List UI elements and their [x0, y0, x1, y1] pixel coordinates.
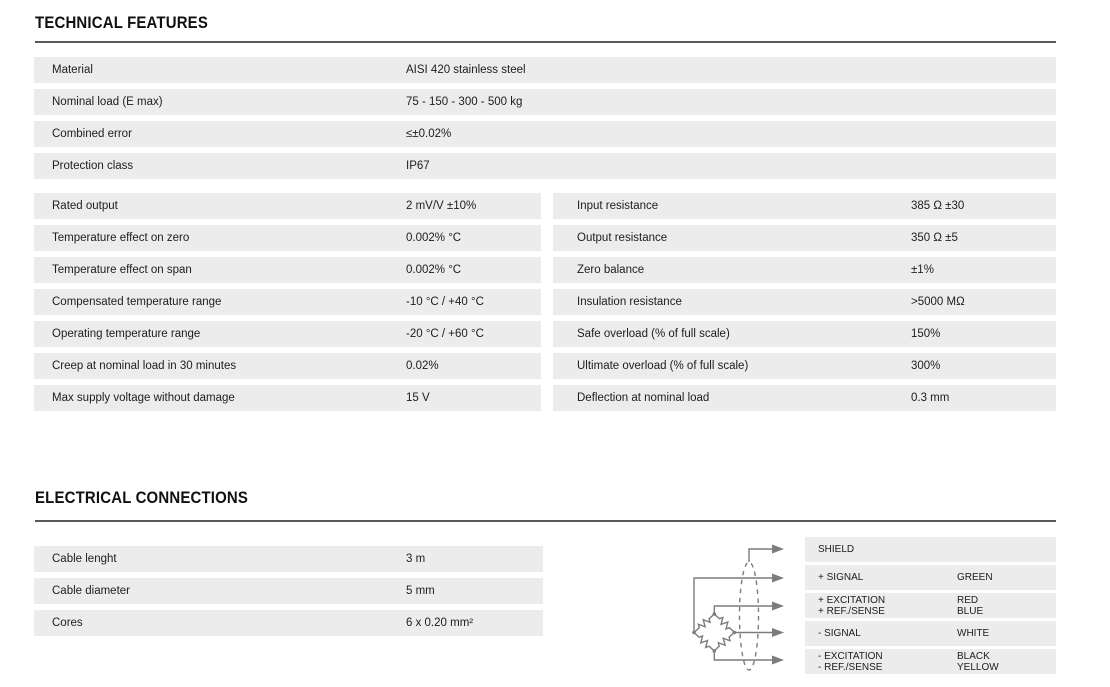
spec-label: Combined error	[52, 128, 132, 140]
spec-label: Temperature effect on span	[52, 264, 192, 276]
section-divider	[35, 520, 1056, 522]
spec-label: Max supply voltage without damage	[52, 392, 235, 404]
table-row	[34, 610, 543, 636]
spec-cell	[34, 321, 541, 347]
spec-label: Input resistance	[577, 200, 659, 212]
spec-cell	[34, 353, 541, 379]
general-specs-table	[34, 57, 1056, 185]
spec-value: -20 °C / +60 °C	[406, 328, 484, 340]
spec-label: Compensated temperature range	[52, 296, 222, 308]
spec-value: 385 Ω ±30	[911, 200, 965, 212]
table-row	[34, 385, 1056, 411]
spec-label: Zero balance	[577, 264, 645, 276]
spec-cell	[34, 385, 541, 411]
spec-cell	[34, 225, 541, 251]
spec-label: Creep at nominal load in 30 minutes	[52, 360, 237, 372]
spec-cell	[553, 385, 1056, 411]
plus-excitation-wire	[714, 606, 773, 614]
spec-label: Operating temperature range	[52, 328, 201, 340]
wiring-row	[805, 621, 1056, 646]
wire-color: WHITE	[957, 628, 990, 639]
table-row	[34, 121, 1056, 147]
spec-value: AISI 420 stainless steel	[406, 64, 526, 76]
section-divider	[35, 41, 1056, 43]
cable-specs-table	[34, 546, 543, 642]
table-row	[34, 89, 1056, 115]
detailed-specs-table	[34, 193, 1056, 417]
spec-value: 150%	[911, 328, 941, 340]
table-row	[34, 57, 1056, 83]
spec-value: 5 mm	[406, 585, 435, 597]
wiring-row	[805, 593, 1056, 618]
spec-label: Cores	[52, 617, 83, 629]
spec-cell	[553, 193, 1056, 219]
spec-value: IP67	[406, 160, 430, 172]
wiring-row	[805, 537, 1056, 562]
wire-function: SHIELD	[818, 544, 855, 555]
table-row	[34, 321, 1056, 347]
arrow-icon	[772, 545, 784, 554]
spec-label: Insulation resistance	[577, 296, 682, 308]
spec-value: 0.02%	[406, 360, 439, 372]
table-row	[34, 257, 1056, 283]
table-row	[34, 546, 543, 572]
spec-cell	[553, 353, 1056, 379]
plus-signal-wire	[694, 578, 773, 633]
spec-label: Deflection at nominal load	[577, 392, 710, 404]
wire-function: - EXCITATION - REF./SENSE	[818, 650, 883, 673]
junction-dot	[692, 631, 696, 635]
spec-label: Safe overload (% of full scale)	[577, 328, 730, 340]
spec-value: ±1%	[911, 264, 934, 276]
spec-value: 0.002% °C	[406, 264, 462, 276]
spec-cell	[553, 225, 1056, 251]
arrow-icon	[772, 656, 784, 665]
shield-wire	[749, 549, 773, 562]
spec-cell	[34, 289, 541, 315]
spec-value: 2 mV/V ±10%	[406, 200, 477, 212]
wire-function: + SIGNAL	[818, 572, 864, 583]
spec-value: 300%	[911, 360, 941, 372]
table-row	[34, 353, 1056, 379]
junction-dot	[713, 612, 717, 616]
spec-cell	[34, 257, 541, 283]
spec-value: 6 x 0.20 mm²	[406, 617, 474, 629]
table-row	[34, 193, 1056, 219]
spec-value: >5000 MΩ	[911, 296, 965, 308]
table-row	[34, 289, 1056, 315]
spec-label: Rated output	[52, 200, 118, 212]
section-title-electrical-connections: ELECTRICAL CONNECTIONS	[35, 488, 249, 507]
wire-color: BLACK YELLOW	[957, 650, 999, 673]
arrow-icon	[772, 628, 784, 637]
spec-cell	[34, 193, 541, 219]
wheatstone-bridge-icon	[692, 612, 737, 654]
spec-cell	[553, 289, 1056, 315]
spec-value: ≤±0.02%	[406, 128, 452, 140]
junction-dot	[733, 631, 737, 635]
wire-function: + EXCITATION + REF./SENSE	[818, 594, 886, 617]
wiring-diagram	[655, 530, 805, 682]
wire-color: RED BLUE	[957, 594, 984, 617]
table-row	[34, 578, 543, 604]
junction-dot	[713, 649, 717, 653]
spec-value: -10 °C / +40 °C	[406, 296, 484, 308]
spec-value: 75 - 150 - 300 - 500 kg	[406, 96, 523, 108]
spec-value: 0.3 mm	[911, 392, 950, 404]
spec-value: 0.002% °C	[406, 232, 462, 244]
wiring-row	[805, 565, 1056, 590]
wiring-color-table	[805, 537, 1056, 677]
spec-label: Output resistance	[577, 232, 668, 244]
spec-value: 15 V	[406, 392, 430, 404]
spec-value: 350 Ω ±5	[911, 232, 958, 244]
spec-label: Ultimate overload (% of full scale)	[577, 360, 749, 372]
table-row	[34, 225, 1056, 251]
spec-cell	[553, 321, 1056, 347]
wire-function: - SIGNAL	[818, 628, 861, 639]
wiring-row	[805, 649, 1056, 674]
spec-label: Temperature effect on zero	[52, 232, 190, 244]
wire-color: GREEN	[957, 572, 993, 583]
spec-cell	[553, 257, 1056, 283]
minus-excitation-wire	[714, 651, 773, 660]
spec-label: Nominal load (E max)	[52, 96, 163, 108]
spec-label: Cable lenght	[52, 553, 117, 565]
spec-value: 3 m	[406, 553, 426, 565]
spec-label: Protection class	[52, 160, 134, 172]
table-row	[34, 153, 1056, 179]
section-title-technical-features: TECHNICAL FEATURES	[35, 13, 209, 32]
spec-label: Cable diameter	[52, 585, 130, 597]
arrow-icon	[772, 574, 784, 583]
arrow-icon	[772, 602, 784, 611]
spec-label: Material	[52, 64, 93, 76]
